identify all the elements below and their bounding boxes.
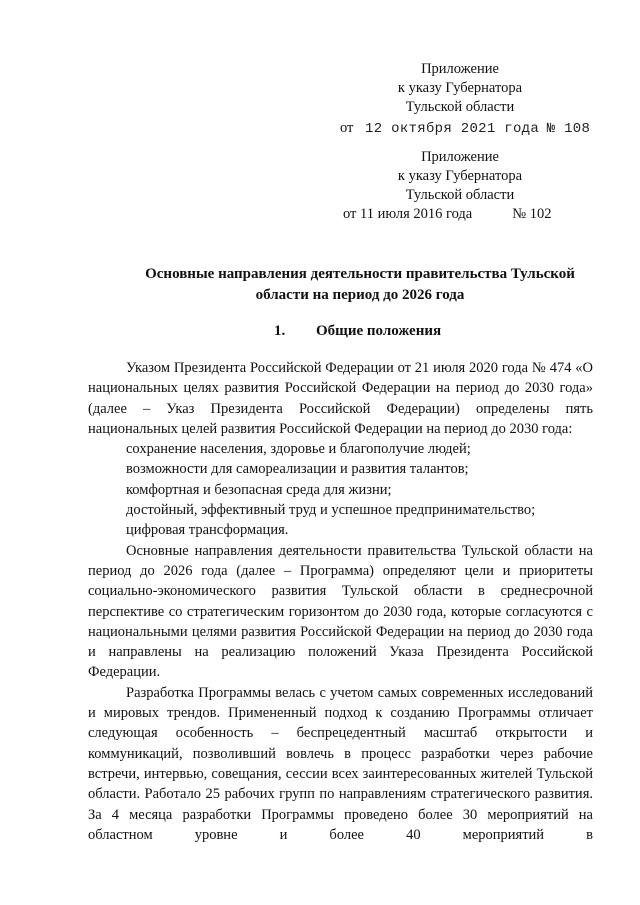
paragraph: Основные направления деятельности правительства Тульской области на период до 2026 года (далее – Программа) определяют цели и приоритеты социально-экономического развития Тульской области в среднесрочной перспективе со стратегическим горизонтом до 2030 года, которые согласуются с национальными целями развития Российской Федерации на период до 2030 года и направлены на реализацию положений Указа Президента Российской Федерации. <box>88 542 593 681</box>
decree-date-stamp <box>340 120 590 137</box>
paragraph: Разработка Программы велась с учетом самых современных исследований и мировых трендов. Примененный подход к созданию Программы отличает следующая особенность – беспрецедентный масштаб открытости и коммуникаций, позволивший вовлечь в процесс разработки через рабочие встречи, интервью, совещания, сессии всех заинтересованных жителей Тульской области. Работало 25 рабочих групп по направлениям стратегического развития. За 4 месяца разработки Программы проведено более 30 мероприятий на областном уровне и более 40 мероприятий в <box>88 684 593 843</box>
goal-item: цифровая трансформация. <box>126 522 289 539</box>
stamp-date: 12 октября 2021 года <box>365 121 540 137</box>
stamp-prefix: от <box>340 120 354 136</box>
original-number: № 102 <box>512 206 552 222</box>
original-date: от 11 июля 2016 года <box>343 206 473 222</box>
appendix-region: Тульской области <box>405 99 515 115</box>
section-number: 1. <box>274 323 286 339</box>
document-body <box>88 358 593 845</box>
section-title: Общие положения <box>316 323 442 339</box>
document-title <box>120 264 600 306</box>
original-decree-date <box>343 206 551 223</box>
stamp-number: № 108 <box>546 121 591 137</box>
goal-item: возможности для самореализации и развития талантов; <box>126 461 469 478</box>
title-line: области на период до 2026 года <box>255 287 465 303</box>
goal-item: комфортная и безопасная среда для жизни; <box>126 481 392 498</box>
appendix-region: Тульской области <box>405 187 515 203</box>
appendix-label: Приложение <box>421 61 499 77</box>
appendix-label: Приложение <box>421 149 499 165</box>
goal-item: сохранение населения, здоровье и благополучие людей; <box>126 441 471 458</box>
paragraph: Указом Президента Российской Федерации от 21 июля 2020 года № 474 «О национальных целях развития Российской Федерации на период до 2030 года» (далее – Указ Президента Российской Федерации) определены пять национальных целей развития Российской Федерации на период до 2030 года: <box>88 360 593 437</box>
appendix-decree-ref: к указу Губернатора <box>397 168 523 184</box>
goal-item: достойный, эффективный труд и успешное предпринимательство; <box>126 502 536 519</box>
appendix-header-current <box>380 60 540 117</box>
appendix-header-original <box>380 148 540 205</box>
title-line: Основные направления деятельности правительства Тульской <box>145 266 575 282</box>
appendix-decree-ref: к указу Губернатора <box>397 80 523 96</box>
section-heading <box>274 323 441 340</box>
